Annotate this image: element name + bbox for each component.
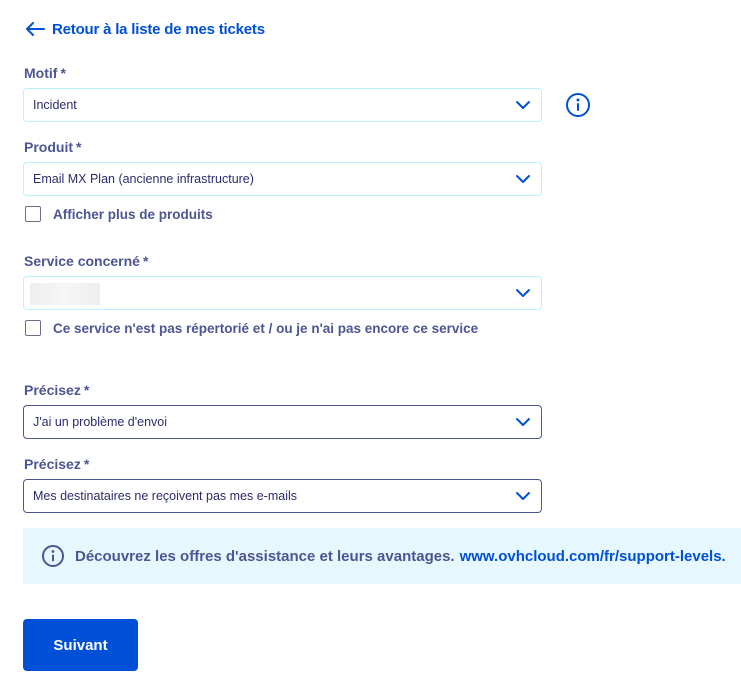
info-circle-icon[interactable] [565, 92, 591, 118]
chevron-down-icon [515, 490, 531, 502]
info-circle-icon [41, 544, 65, 568]
unlisted-service-checkbox[interactable] [25, 319, 478, 337]
required-marker: * [142, 253, 149, 269]
required-marker: * [60, 65, 66, 81]
precisez-1-label-text: Précisez [24, 382, 81, 398]
checkbox-unchecked-icon[interactable] [25, 320, 41, 336]
required-marker: * [83, 382, 90, 398]
precisez-1-label [24, 381, 89, 399]
chevron-down-icon [515, 173, 531, 185]
back-to-tickets-link[interactable] [24, 18, 265, 40]
produit-label-text: Produit [24, 139, 73, 155]
more-products-checkbox[interactable] [25, 205, 213, 223]
motif-select-value: Incident [33, 98, 77, 112]
support-levels-banner [23, 528, 741, 584]
more-products-label: Afficher plus de produits [53, 206, 213, 222]
service-select[interactable] [23, 276, 542, 310]
service-label [24, 252, 148, 270]
next-button[interactable]: Suivant [23, 619, 138, 671]
produit-select[interactable] [23, 162, 542, 196]
chevron-down-icon [515, 287, 531, 299]
precisez-2-label [24, 455, 89, 473]
precisez-2-select-value: Mes destinataires ne reçoivent pas mes e-mails [33, 489, 298, 503]
precisez-1-select[interactable] [23, 405, 542, 439]
back-link-label: Retour à la liste de mes tickets [52, 20, 265, 38]
precisez-2-label-text: Précisez [24, 456, 81, 472]
produit-label [24, 138, 81, 156]
redacted-service-value [30, 283, 100, 305]
required-marker: * [76, 139, 82, 155]
checkbox-unchecked-icon[interactable] [25, 206, 41, 222]
arrow-left-icon [24, 21, 46, 37]
support-levels-link[interactable]: www.ovhcloud.com/fr/support-levels. [459, 547, 726, 565]
unlisted-service-label: Ce service n'est pas répertorié et / ou je n'ai pas encore ce service [53, 320, 479, 336]
precisez-1-select-value: J'ai un problème d'envoi [33, 415, 168, 429]
motif-label [24, 64, 66, 82]
precisez-2-select[interactable] [23, 479, 542, 513]
banner-text: Découvrez les offres d'assistance et leurs avantages. [75, 547, 455, 565]
motif-label-text: Motif [24, 65, 58, 81]
chevron-down-icon [515, 99, 531, 111]
service-label-text: Service concerné [24, 253, 140, 269]
required-marker: * [83, 456, 90, 472]
chevron-down-icon [515, 416, 531, 428]
produit-select-value: Email MX Plan (ancienne infrastructure) [33, 172, 254, 186]
motif-select[interactable] [23, 88, 542, 122]
